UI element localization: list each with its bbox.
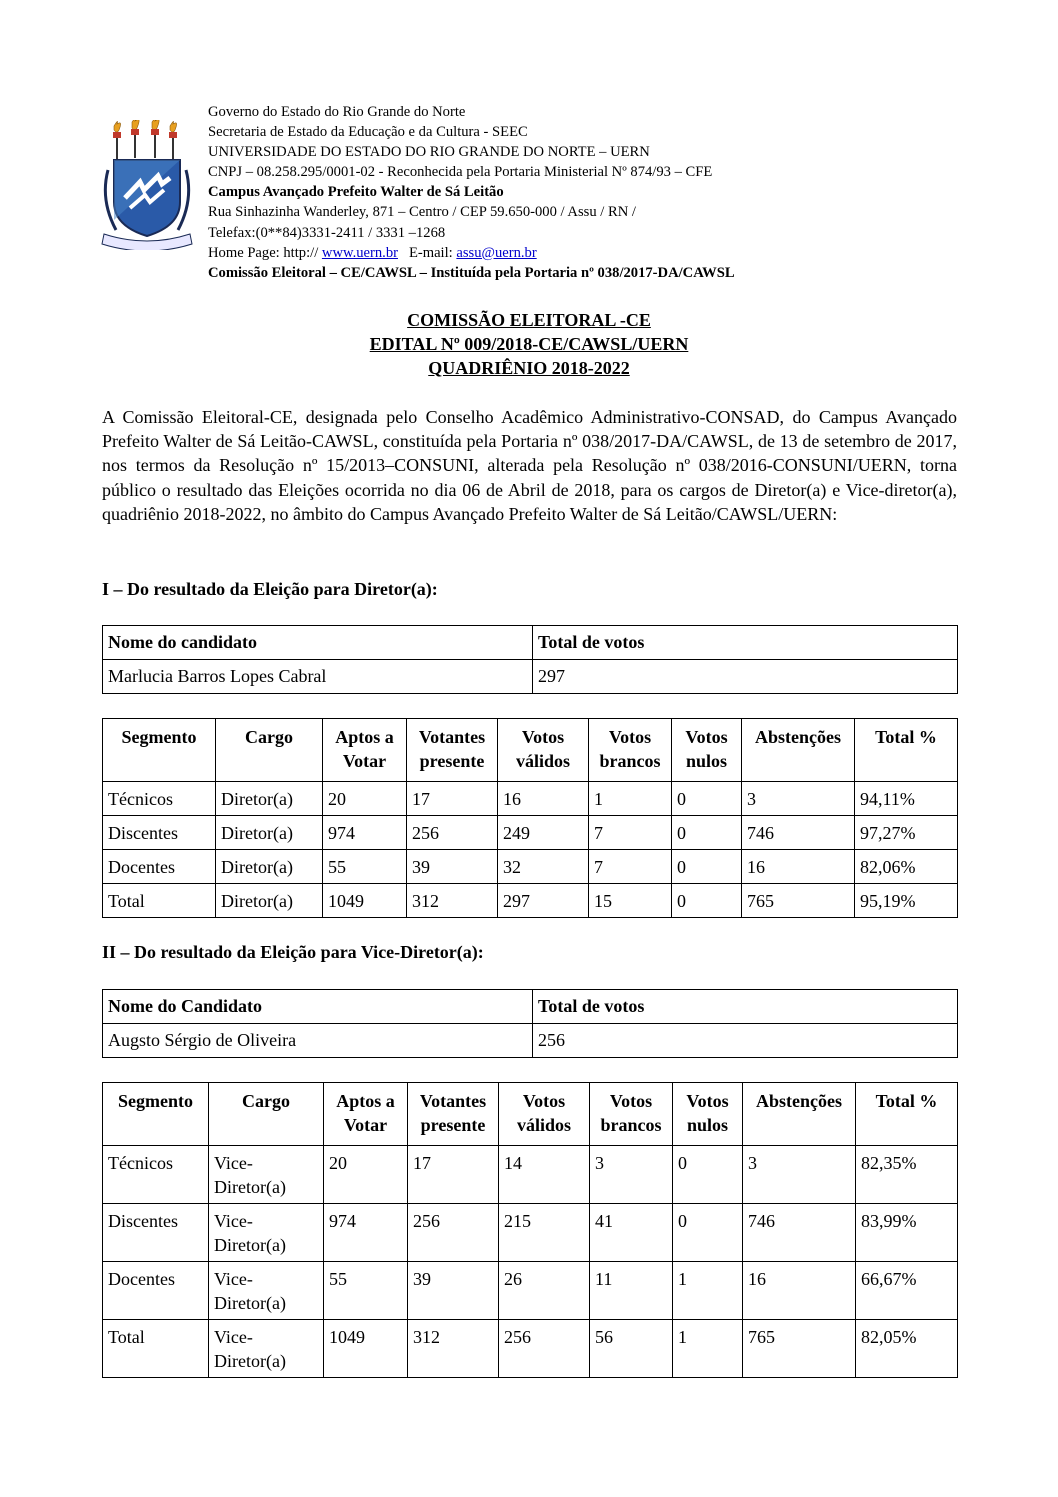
header-secretariat: Secretaria de Estado da Educação e da Cultura - SEEC xyxy=(208,124,528,141)
email-link[interactable]: assu@uern.br xyxy=(456,244,537,261)
total-votes-header: Total de votos xyxy=(533,626,958,660)
table-row xyxy=(103,1262,958,1320)
table-cell: 249 xyxy=(498,816,589,850)
section-vice-director-heading: II – Do resultado da Eleição para Vice-Diretor(a): xyxy=(102,942,484,962)
table-cell: Docentes xyxy=(103,850,216,884)
table-cell: 746 xyxy=(743,1204,856,1262)
table-cell: 256 xyxy=(499,1320,590,1378)
header-cnpj: CNPJ – 08.258.295/0001-02 - Reconhecida pela Portaria Ministerial Nº 874/93 – CFE xyxy=(208,164,713,181)
candidate-name: Augsto Sérgio de Oliveira xyxy=(103,1024,533,1058)
column-header: Segmento xyxy=(103,719,216,782)
table-cell: 41 xyxy=(590,1204,673,1262)
title-quadrennium: QUADRIÊNIO 2018-2022 xyxy=(428,358,630,378)
table-row xyxy=(103,782,958,816)
section-director-heading: I – Do resultado da Eleição para Diretor(a): xyxy=(102,579,438,599)
university-crest-icon xyxy=(100,120,194,250)
table-cell: 32 xyxy=(498,850,589,884)
column-header: Abstenções xyxy=(742,719,855,782)
director-results-table xyxy=(102,718,958,918)
vice-director-candidate-table xyxy=(102,989,958,1058)
table-cell: 1 xyxy=(589,782,672,816)
table-cell: 215 xyxy=(499,1204,590,1262)
table-cell: 3 xyxy=(742,782,855,816)
table-cell: 256 xyxy=(408,1204,499,1262)
table-cell: 17 xyxy=(407,782,498,816)
column-header: Votos brancos xyxy=(590,1083,673,1146)
table-row xyxy=(103,884,958,918)
table-cell: 765 xyxy=(743,1320,856,1378)
table-cell: Vice-Diretor(a) xyxy=(209,1262,324,1320)
column-header: Cargo xyxy=(209,1083,324,1146)
total-votes-header: Total de votos xyxy=(533,990,958,1024)
column-header: Cargo xyxy=(216,719,323,782)
column-header: Votos nulos xyxy=(673,1083,743,1146)
table-cell: 256 xyxy=(407,816,498,850)
homepage-link[interactable]: www.uern.br xyxy=(321,244,398,261)
vice-director-results-table xyxy=(102,1082,958,1378)
table-cell: Técnicos xyxy=(103,782,216,816)
header-contact xyxy=(208,243,735,263)
letterhead xyxy=(100,100,1000,290)
column-header: Segmento xyxy=(103,1083,209,1146)
candidate-name-header: Nome do candidato xyxy=(103,626,533,660)
table-cell: Vice-Diretor(a) xyxy=(209,1146,324,1204)
email-label: E-mail: xyxy=(408,244,453,261)
table-cell: 82,05% xyxy=(856,1320,958,1378)
column-header: Aptos a Votar xyxy=(324,1083,408,1146)
candidate-name-header: Nome do Candidato xyxy=(103,990,533,1024)
table-cell: 312 xyxy=(408,1320,499,1378)
director-candidate-table xyxy=(102,625,958,694)
table-cell: 0 xyxy=(672,816,742,850)
table-cell: 297 xyxy=(498,884,589,918)
table-cell: 3 xyxy=(743,1146,856,1204)
header-commission: Comissão Eleitoral – CE/CAWSL – Instituída pela Portaria nº 038/2017-DA/CAWSL xyxy=(208,264,735,281)
header-government: Governo do Estado do Rio Grande do Norte xyxy=(208,104,466,120)
table-cell: 55 xyxy=(324,1262,408,1320)
candidate-name: Marlucia Barros Lopes Cabral xyxy=(103,660,533,694)
header-phone: Telefax:(0**84)3331-2411 / 3331 –1268 xyxy=(208,224,446,241)
table-cell: 15 xyxy=(589,884,672,918)
table-header-row xyxy=(103,719,958,782)
column-header: Votantes presente xyxy=(407,719,498,782)
header-address: Rua Sinhazinha Wanderley, 871 – Centro / CEP 59.650-000 / Assu / RN / xyxy=(208,204,636,221)
column-header: Votos válidos xyxy=(498,719,589,782)
table-cell: 312 xyxy=(407,884,498,918)
table-row xyxy=(103,1146,958,1204)
column-header: Votos válidos xyxy=(499,1083,590,1146)
table-cell: Total xyxy=(103,1320,209,1378)
table-cell: 55 xyxy=(323,850,407,884)
table-cell: Discentes xyxy=(103,816,216,850)
table-cell: 16 xyxy=(498,782,589,816)
title-commission: COMISSÃO ELEITORAL -CE xyxy=(407,310,651,330)
table-cell: 0 xyxy=(672,884,742,918)
table-cell: 82,06% xyxy=(855,850,958,884)
column-header: Abstenções xyxy=(743,1083,856,1146)
column-header: Votos nulos xyxy=(672,719,742,782)
table-cell: Docentes xyxy=(103,1262,209,1320)
column-header: Votos brancos xyxy=(589,719,672,782)
table-cell: 82,35% xyxy=(856,1146,958,1204)
column-header: Votantes presente xyxy=(408,1083,499,1146)
table-cell: 26 xyxy=(499,1262,590,1320)
table-cell: 39 xyxy=(407,850,498,884)
table-cell: 66,67% xyxy=(856,1262,958,1320)
table-cell: 1049 xyxy=(323,884,407,918)
table-cell: 16 xyxy=(742,850,855,884)
header-university: UNIVERSIDADE DO ESTADO DO RIO GRANDE DO NORTE – UERN xyxy=(208,144,650,161)
table-cell: 16 xyxy=(743,1262,856,1320)
table-cell: 39 xyxy=(408,1262,499,1320)
table-cell: 83,99% xyxy=(856,1204,958,1262)
intro-paragraph: A Comissão Eleitoral-CE, designada pelo Conselho Acadêmico Administrativo-CONSAD, do Campus Avançado Prefeito Walter de Sá Leitão-CAWSL, constituída pela Portaria nº 038/2017-DA/CAWSL, de 13 de setembro de 2017, nos termos da Resolução nº 15/2013–CONSUNI, alterada pela Resolução nº 038/2016-CONSUNI/UERN, torna público o resultado das Eleições ocorrida no dia 06 de Abril de 2018, para os cargos de Diretor(a) e Vice-diretor(a), quadriênio 2018-2022, no âmbito do Campus Avançado Prefeito Walter de Sá Leitão/CAWSL/UERN: xyxy=(102,407,957,524)
homepage-label: Home Page: http:// xyxy=(208,244,319,261)
table-row xyxy=(103,850,958,884)
column-header: Total % xyxy=(856,1083,958,1146)
table-cell: 7 xyxy=(589,816,672,850)
table-cell: Vice-Diretor(a) xyxy=(209,1204,324,1262)
table-cell: 1 xyxy=(673,1320,743,1378)
table-cell: 94,11% xyxy=(855,782,958,816)
title-edital: EDITAL Nº 009/2018-CE/CAWSL/UERN xyxy=(369,334,689,354)
table-cell: 765 xyxy=(742,884,855,918)
table-cell: 746 xyxy=(742,816,855,850)
table-cell: 1049 xyxy=(324,1320,408,1378)
table-cell: 95,19% xyxy=(855,884,958,918)
table-cell: Diretor(a) xyxy=(216,850,323,884)
table-cell: 3 xyxy=(590,1146,673,1204)
table-cell: Total xyxy=(103,884,216,918)
table-cell: 20 xyxy=(324,1146,408,1204)
table-cell: Discentes xyxy=(103,1204,209,1262)
table-cell: Diretor(a) xyxy=(216,884,323,918)
table-cell: Técnicos xyxy=(103,1146,209,1204)
document-titles xyxy=(0,308,1058,380)
table-row xyxy=(103,816,958,850)
table-cell: 0 xyxy=(672,850,742,884)
table-row xyxy=(103,1204,958,1262)
table-cell: 974 xyxy=(324,1204,408,1262)
table-cell: 14 xyxy=(499,1146,590,1204)
table-cell: 1 xyxy=(673,1262,743,1320)
candidate-votes: 256 xyxy=(533,1024,958,1058)
table-cell: 97,27% xyxy=(855,816,958,850)
table-cell: 0 xyxy=(673,1146,743,1204)
table-cell: 0 xyxy=(673,1204,743,1262)
table-header-row xyxy=(103,1083,958,1146)
table-cell: Diretor(a) xyxy=(216,782,323,816)
table-row xyxy=(103,1320,958,1378)
header-campus: Campus Avançado Prefeito Walter de Sá Leitão xyxy=(208,184,504,201)
table-cell: Vice-Diretor(a) xyxy=(209,1320,324,1378)
column-header: Aptos a Votar xyxy=(323,719,407,782)
candidate-votes: 297 xyxy=(533,660,958,694)
column-header: Total % xyxy=(855,719,958,782)
table-cell: 0 xyxy=(672,782,742,816)
table-cell: 20 xyxy=(323,782,407,816)
table-cell: 7 xyxy=(589,850,672,884)
table-cell: 17 xyxy=(408,1146,499,1204)
table-cell: Diretor(a) xyxy=(216,816,323,850)
table-cell: 11 xyxy=(590,1262,673,1320)
table-cell: 56 xyxy=(590,1320,673,1378)
table-cell: 974 xyxy=(323,816,407,850)
